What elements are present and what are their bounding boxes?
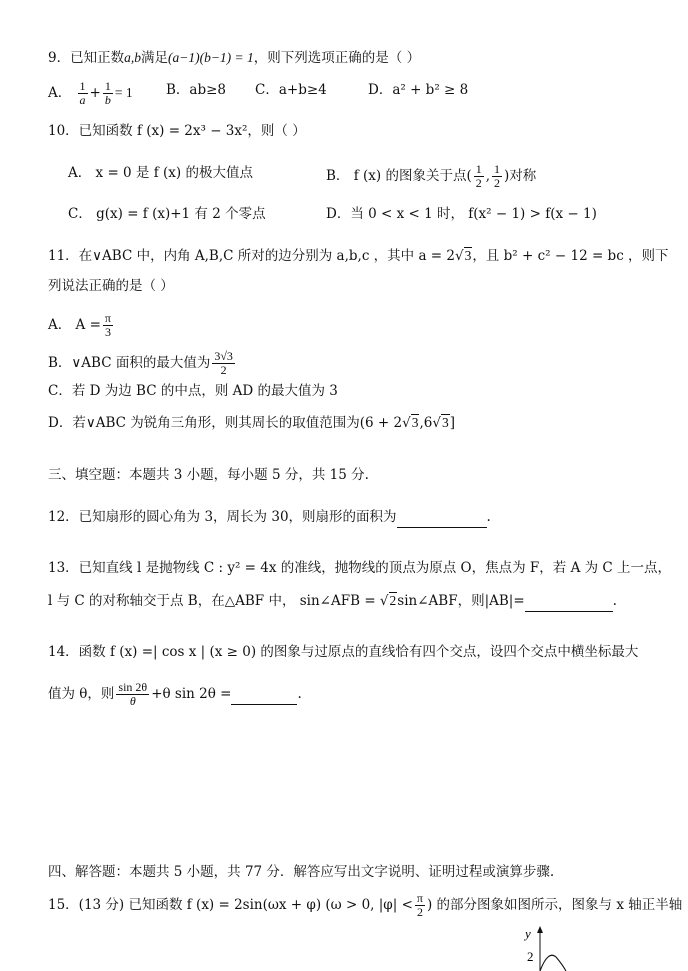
q10-option-c: C． g(x) = f (x)+1 有 2 个零点: [68, 206, 266, 222]
q15-text: 15．(13 分) 已知函数 f (x) = 2sin(ωx + φ) (ω > 0, |φ| < $\frac{\pi}{2}$ ) 的部分图象如图所示，图象与 x 轴正半轴: [48, 891, 683, 919]
q11-option-c: C．若 D 为边 BC 的中点，则 AD 的最大值为 3: [48, 383, 338, 399]
q14-answer-blank[interactable]: [231, 684, 297, 705]
q11-option-d: D．若∨ABC 为锐角三角形，则其周长的取值范围为(6 + 2√3,6√3]: [48, 415, 455, 431]
q10-option-d: D．当 0 < x < 1 时， f(x² − 1) > f(x − 1): [326, 206, 597, 222]
y-tick-2: 2: [527, 949, 534, 964]
q13-line1: 13．已知直线 l 是抛物线 C : y² = 4x 的准线，抛物线的顶点为原点 O，焦点为 F，若 A 为 C 上一点，: [48, 560, 672, 576]
q14-line1: 14．函数 f (x) =| cos x | (x ≥ 0) 的图象与过原点的直线恰有四个交点，设四个交点中横坐标最大: [48, 644, 639, 660]
q13-answer-blank[interactable]: [525, 591, 613, 612]
y-axis-label: y: [525, 926, 531, 941]
q14-line2: 值为 θ，则 $\frac{\sin 2\theta}{\theta}$ +θ sin 2θ = .: [48, 680, 302, 708]
q12: 12．已知扇形的圆心角为 3，周长为 30，则扇形的面积为 .: [48, 507, 491, 528]
section-4-heading: 四、解答题：本题共 5 小题，共 77 分．解答应写出文字说明、证明过程或演算步骤.: [48, 864, 555, 880]
q9-option-a: A． $\frac{1}{a}$ + $\frac{1}{b}$ = 1: [48, 79, 133, 107]
q13-line2: l 与 C 的对称轴交于点 B，在△ABF 中， sin∠AFB = √2sin∠ABF，则|AB|= .: [48, 591, 617, 612]
sine-curve: [540, 955, 566, 971]
q9-stem: 9．已知正数a,b满足(a−1)(b−1) = 1，则下列选项正确的是（ ）: [48, 50, 421, 66]
q10-option-b: B． f (x) 的图象关于点( $\frac{1}{2}$ , $\frac{1}{2}$ )对称: [326, 162, 537, 190]
q12-answer-blank[interactable]: [397, 507, 487, 528]
q11-line2: 列说法正确的是（ ）: [48, 278, 174, 294]
q15-graph: [518, 924, 578, 971]
q11-option-b: B．∨ABC 面积的最大值为 $\frac{3√3}{2}$: [48, 349, 233, 377]
q9-option-c: C．a+b≥4: [255, 82, 327, 98]
q9-option-d: D．a² + b² ≥ 8: [368, 82, 469, 98]
y-axis-arrow: [537, 926, 543, 933]
q9-option-b: B．ab≥8: [166, 82, 227, 98]
section-3-heading: 三、填空题：本题共 3 小题，每小题 5 分，共 15 分.: [48, 467, 369, 483]
q11-option-a: A． A = $\frac{\pi}{3}$: [48, 311, 111, 339]
q10-stem: 10．已知函数 f (x) = 2x³ − 3x²，则（ ）: [48, 123, 306, 139]
q11-line1: 11．在∨ABC 中，内角 A,B,C 所对的边分别为 a,b,c ，其中 a = 2√3，且 b² + c² − 12 = bc ，则下: [48, 248, 669, 264]
q10-option-a: A． x = 0 是 f (x) 的极大值点: [68, 165, 253, 181]
